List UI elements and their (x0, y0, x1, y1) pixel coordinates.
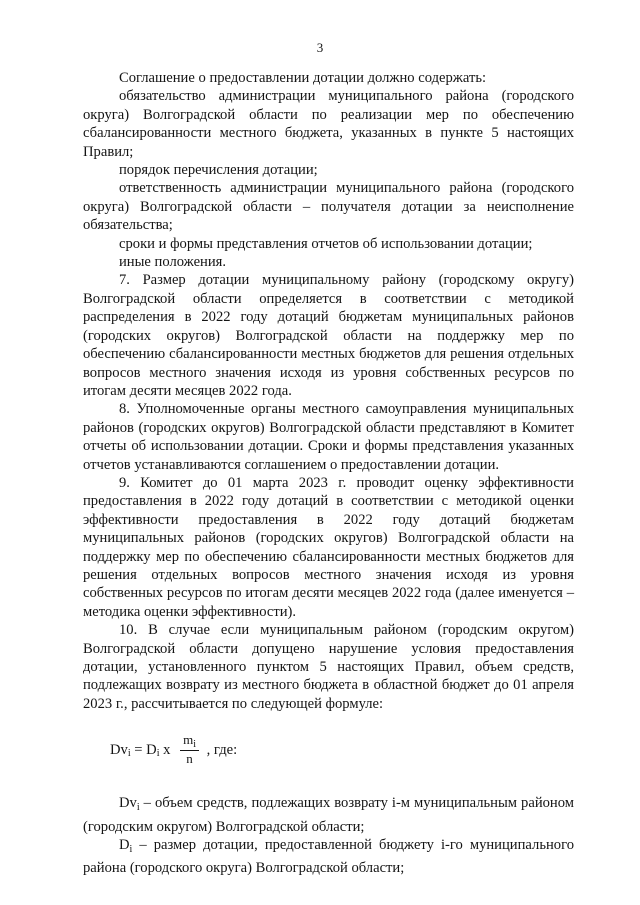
document-body (83, 69, 574, 878)
formula-lhs: Dv (110, 741, 128, 758)
fraction-numerator (180, 733, 199, 751)
formula-equals: = (130, 741, 147, 758)
definition-dvi (83, 794, 574, 836)
definition-symbol-subscript: i (136, 802, 140, 814)
definition-symbol: D (119, 837, 130, 854)
definition-symbol-subscript: i (129, 844, 133, 856)
definition-di (83, 836, 574, 878)
paragraph: ответственность администрации муниципального района (городского округа) Волгоградской области – получателя дотации за неисполнение обязательства; (83, 180, 574, 234)
formula-d-subscript: i (156, 747, 160, 759)
paragraph: сроки и формы представления отчетов об использовании дотации; (119, 235, 533, 252)
paragraph: Соглашение о предоставлении дотации должно содержать: (119, 70, 487, 86)
paragraph-item-7: 7. Размер дотации муниципальному району (городскому округу) Волгоградской области определяется в соответствии с методикой распределения в 2022 году дотаций бюджетам муниципальных районов (городских округов) Волгоградской области на поддержку мер по обеспечению сбалансированности местных бюджетов для решения отдельных вопросов местного значения исходя из уровня собственных ресурсов по итогам десяти месяцев 2022 года. (83, 272, 574, 399)
definition-text: – объем средств, подлежащих возврату i-м муниципальным районом (городским округом) Волгоградской области; (83, 795, 574, 835)
page-number: 3 (316, 40, 324, 55)
paragraph-item-10: 10. В случае если муниципальным районом (городским округом) Волгоградской области допущено нарушение условия предоставления дотации, установленного пунктом 5 настоящих Правил, объем средств, подлежащих возврату из местного бюджета в областной бюджет до 01 апреля 2023 г., рассчитывается по следующей формуле: (83, 622, 574, 712)
paragraph: обязательство администрации муниципального района (городского округа) Волгоградской области по реализации мер по обеспечению сбалансированности местного бюджета, указанных в пункте 5 настоящих Правил; (83, 88, 574, 160)
definition-symbol: Dv (119, 795, 137, 812)
formula-lhs-subscript: i (127, 747, 131, 759)
paragraph: порядок перечисления дотации; (119, 162, 318, 179)
formula-times: x (159, 741, 175, 758)
definition-text: – размер дотации, предоставленной бюджету i-го муниципального района (городского округа) Волгоградской области; (83, 837, 574, 877)
paragraph-item-8: 8. Уполномоченные органы местного самоуправления муниципальных районов (городских округов) Волгоградской области представляют в Комитет отчеты об использовании дотации. Сроки и формы представления указанных отчетов устанавливаются соглашением о предоставлении дотации. (83, 401, 574, 473)
paragraph-item-9: 9. Комитет до 01 марта 2023 г. проводит оценку эффективности предоставления в 2022 году дотаций в соответствии с методикой оценки эффективности предоставления в 2022 году дотаций бюджетам муниципальных районов (городских округов) Волгоградской области на поддержку мер по обеспечению сбалансированности местных бюджетов для решения отдельных вопросов местного значения исходя из уровня собственных ресурсов по итогам десяти месяцев 2022 года (далее именуется – методика оценки эффективности). (83, 474, 574, 620)
formula (110, 733, 574, 766)
numerator-text: m (183, 732, 194, 748)
formula-fraction (180, 733, 199, 766)
formula-d: D (146, 741, 157, 758)
paragraph: иные положения. (119, 254, 227, 271)
fraction-denominator: n (186, 751, 193, 767)
numerator-subscript: i (193, 739, 196, 751)
formula-suffix: , где: (202, 741, 238, 758)
